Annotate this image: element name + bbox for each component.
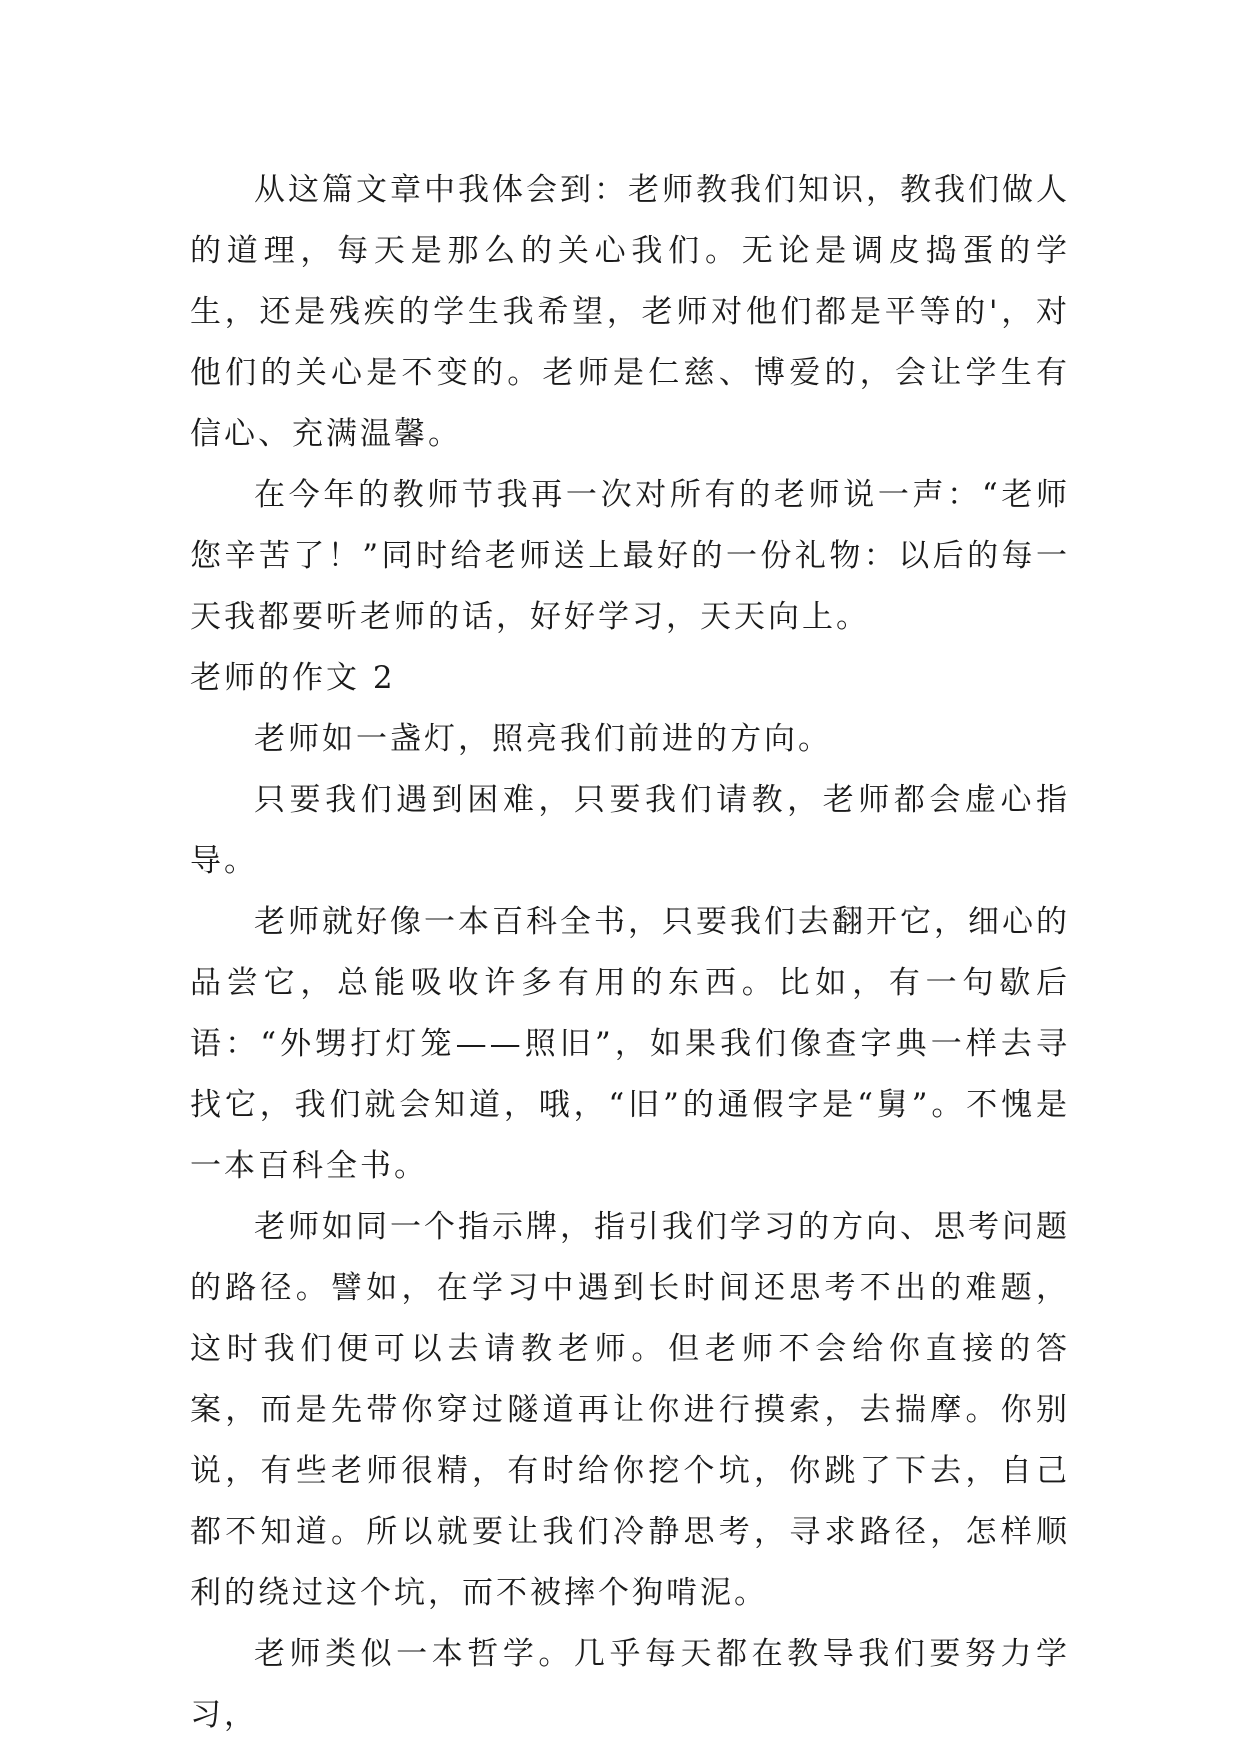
paragraph-2: 在今年的教师节我再一次对所有的老师说一声：“老师您辛苦了！”同时给老师送上最好的一份礼物：以后的每一天我都要听老师的话，好好学习，天天向上。 (190, 477, 1070, 635)
essay-heading: 老师的作文 2 (190, 660, 396, 696)
paragraph-6: 老师如同一个指示牌，指引我们学习的方向、思考问题的路径。譬如，在学习中遇到长时间还思考不出的难题，这时我们便可以去请教老师。但老师不会给你直接的答案，而是先带你穿过隧道再让你进行摸索，去揣摩。你别说，有些老师很精，有时给你挖个坑，你跳了下去，自己都不知道。所以就要让我们冷静思考，寻求路径，怎样顺利的绕过这个坑，而不被摔个狗啃泥。 (190, 1209, 1070, 1611)
paragraph-5: 老师就好像一本百科全书，只要我们去翻开它，细心的品尝它，总能吸收许多有用的东西。比如，有一句歇后语：“外甥打灯笼——照旧”，如果我们像查字典一样去寻找它，我们就会知道，哦，“旧”的通假字是“舅”。不愧是一本百科全书。 (190, 904, 1070, 1184)
document-body (190, 160, 1070, 1746)
paragraph-7: 老师类似一本哲学。几乎每天都在教导我们要努力学习， (190, 1636, 1070, 1733)
paragraph-1: 从这篇文章中我体会到：老师教我们知识，教我们做人的道理，每天是那么的关心我们。无论是调皮捣蛋的学生，还是残疾的学生我希望，老师对他们都是平等的'，对他们的关心是不变的。老师是仁慈、博爱的，会让学生有信心、充满温馨。 (190, 172, 1070, 452)
paragraph-3: 老师如一盏灯，照亮我们前进的方向。 (254, 721, 832, 757)
paragraph-4: 只要我们遇到困难，只要我们请教，老师都会虚心指导。 (190, 782, 1070, 879)
